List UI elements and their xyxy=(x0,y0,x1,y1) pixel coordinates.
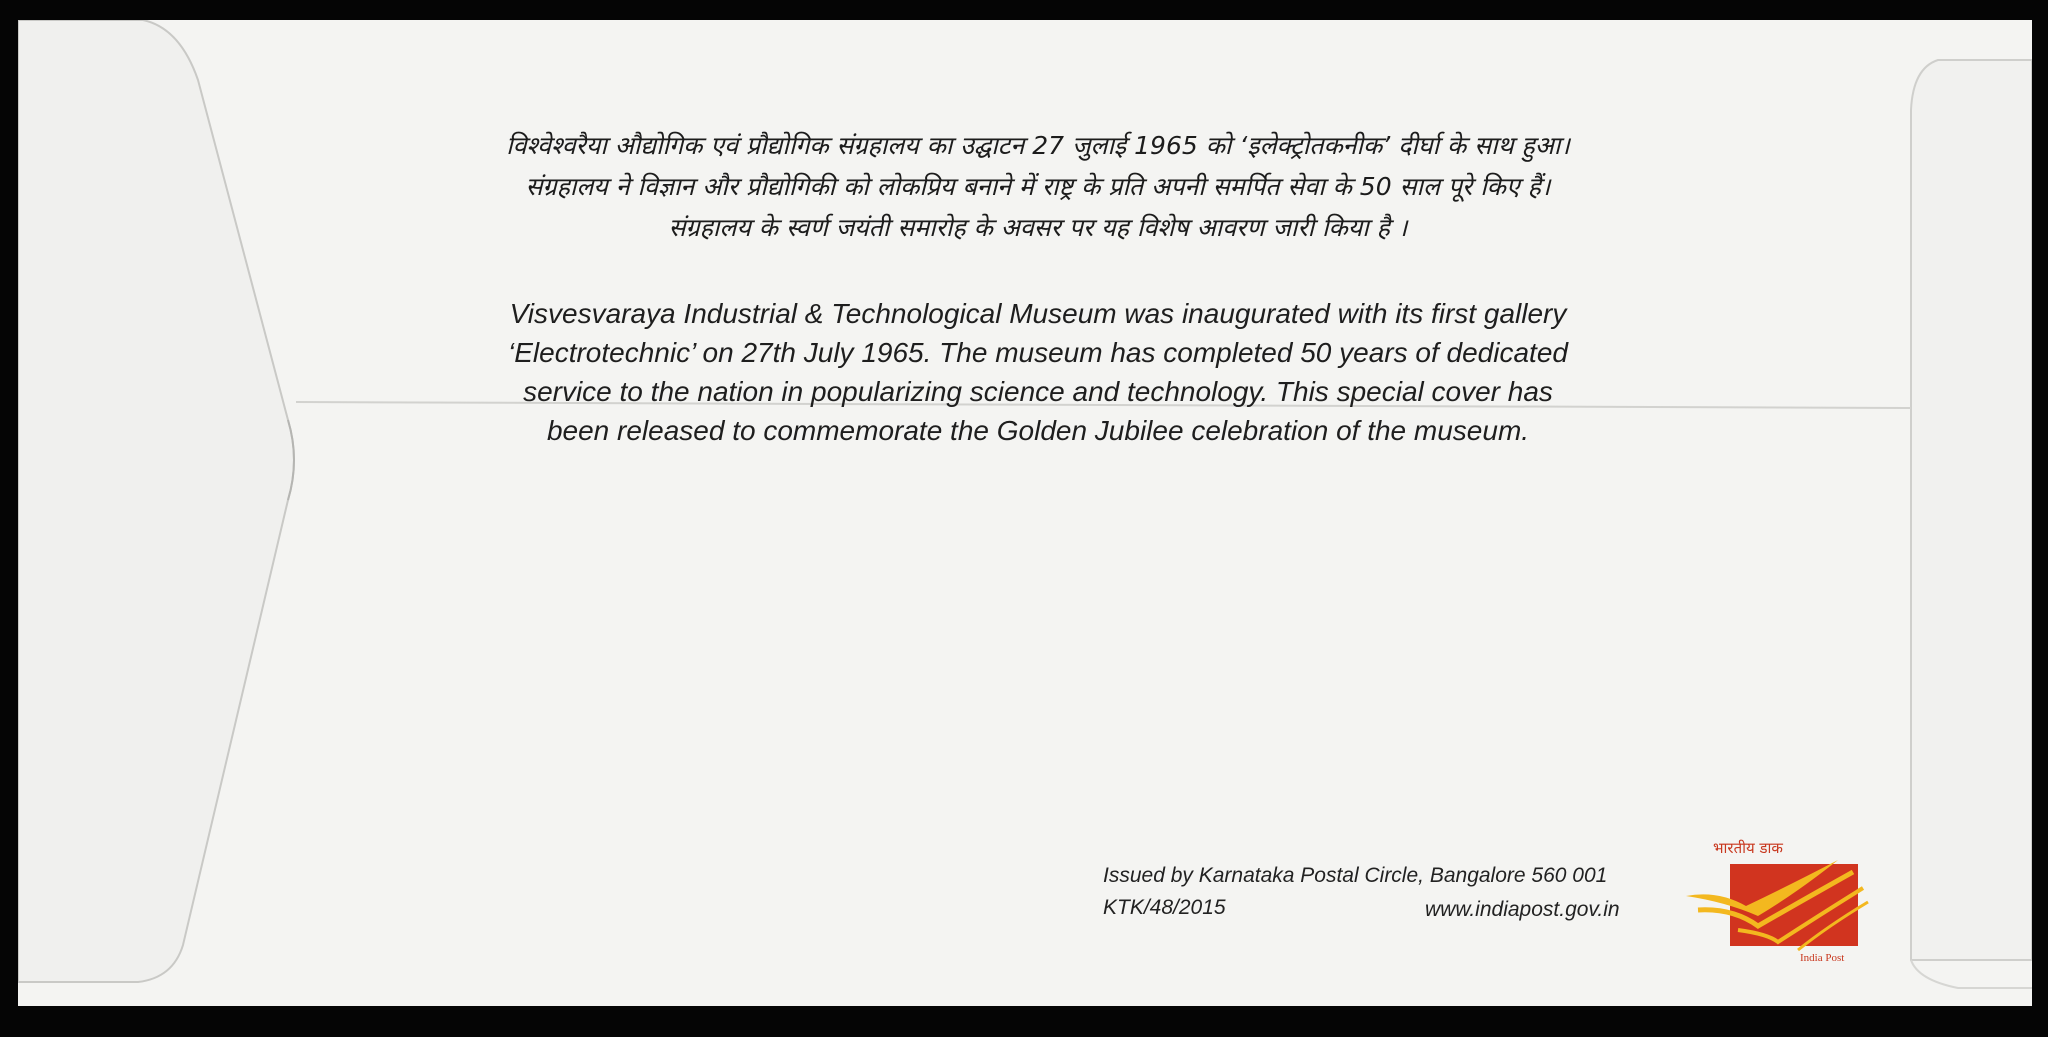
website-text: www.indiapost.gov.in xyxy=(1425,898,1620,921)
hindi-description xyxy=(388,125,1688,248)
india-post-horn-icon xyxy=(1678,830,1908,980)
english-line-2: ‘Electrotechnic’ on 27th July 1965. The museum has completed 50 years of dedicated xyxy=(508,337,1568,368)
hindi-line-2: संग्रहालय ने विज्ञान और प्रौद्योगिकी को लोकप्रिय बनाने में राष्ट्र के प्रति अपनी समर्पित सेवा के 50 साल पूरे किए हैं। xyxy=(525,172,1551,201)
hindi-line-3: संग्रहालय के स्वर्ण जयंती समारोह के अवसर पर यह विशेष आवरण जारी किया है । xyxy=(668,213,1408,242)
logo-caption: India Post xyxy=(1800,952,1845,964)
cover-code: KTK/48/2015 xyxy=(1103,896,1226,919)
english-description xyxy=(388,294,1688,450)
english-line-1: Visvesvaraya Industrial & Technological Museum was inaugurated with its first gallery xyxy=(509,298,1567,329)
english-line-3: service to the nation in popularizing science and technology. This special cover has xyxy=(523,376,1553,407)
hindi-line-1: विश्वेश्वरैया औद्योगिक एवं प्रौद्योगिक संग्रहालय का उद्घाटन 27 जुलाई 1965 को ‘इलेक्ट्रोतकनीक’ दीर्घा के साथ हुआ। xyxy=(506,131,1570,160)
english-line-4: been released to commemorate the Golden Jubilee celebration of the museum. xyxy=(546,415,1530,446)
issuer-text: Issued by Karnataka Postal Circle, Bangalore 560 001 xyxy=(1103,864,1608,887)
logo-hindi-name: भारतीय डाक xyxy=(1713,839,1783,857)
envelope-back xyxy=(18,20,2032,1006)
india-post-logo xyxy=(1678,830,1908,980)
